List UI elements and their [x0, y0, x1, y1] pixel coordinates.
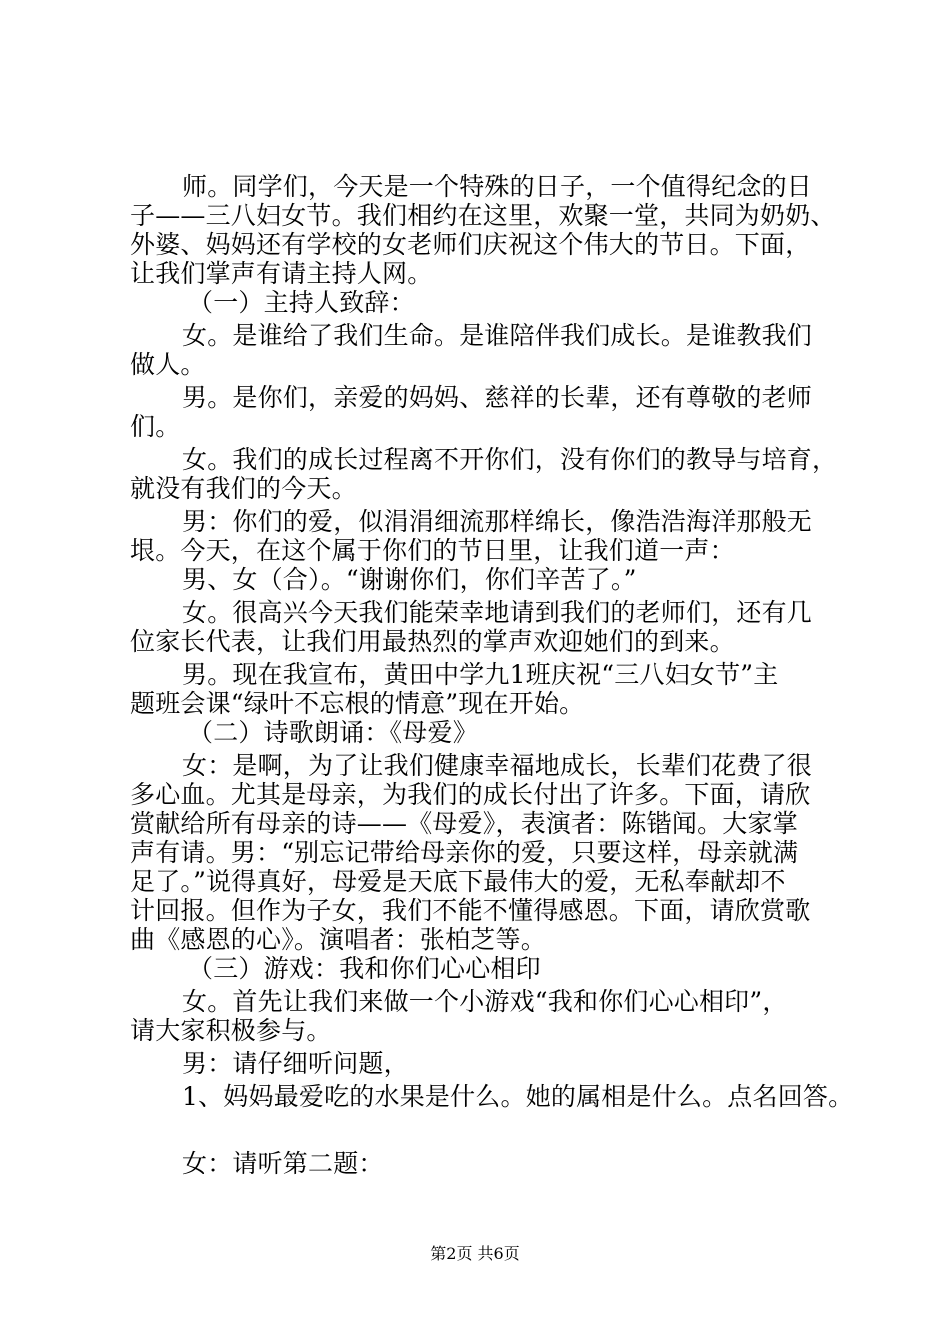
paragraph-line: 男：请仔细听问题， [182, 1049, 409, 1078]
section-heading: （二）诗歌朗诵：《母爱》 [188, 718, 478, 747]
paragraph-line: 女：请听第二题： [182, 1149, 384, 1178]
paragraph-line: 们。 [130, 412, 181, 441]
paragraph-line: 请大家积极参与。 [130, 1016, 332, 1045]
paragraph-line: 就没有我们的今天。 [130, 474, 357, 503]
paragraph-line: 题班会课“绿叶不忘根的情意”现在开始。 [130, 689, 585, 718]
paragraph-line: 子——三八妇女节。我们相约在这里，欢聚一堂，共同为奶奶、 [130, 201, 836, 230]
paragraph-line: 女。是谁给了我们生命。是谁陪伴我们成长。是谁教我们 [182, 321, 813, 350]
paragraph-line: 男。现在我宣布，黄田中学九1班庆祝“三八妇女节”主 [182, 660, 779, 689]
paragraph-line: 男。是你们，亲爱的妈妈、慈祥的长辈，还有尊敬的老师 [182, 383, 813, 412]
document-body [130, 172, 854, 1178]
paragraph-line: 外婆、妈妈还有学校的女老师们庆祝这个伟大的节日。下面， [130, 230, 811, 259]
paragraph-line: 做人。 [130, 350, 206, 379]
paragraph-line: 女。首先让我们来做一个小游戏“我和你们心心相印”， [182, 987, 788, 1016]
section-heading: （三）游戏：我和你们心心相印 [188, 954, 541, 983]
paragraph-line: 让我们掌声有请主持人网。 [130, 259, 433, 288]
paragraph-line: 女。很高兴今天我们能荣幸地请到我们的老师们，还有几 [182, 598, 813, 627]
paragraph-line: 足了。”说得真好，母爱是天底下最伟大的爱，无私奉献却不 [130, 867, 786, 896]
paragraph-line: 垠。今天，在这个属于你们的节日里，让我们道一声： [130, 536, 735, 565]
paragraph-line: 计回报。但作为子女，我们不能不懂得感恩。下面，请欣赏歌 [130, 896, 811, 925]
paragraph-line: 位家长代表，让我们用最热烈的掌声欢迎她们的到来。 [130, 627, 735, 656]
paragraph-line: 多心血。尤其是母亲，为我们的成长付出了许多。下面，请欣 [130, 780, 811, 809]
paragraph-line: 赏献给所有母亲的诗——《母爱》，表演者：陈锴闻。大家掌 [130, 809, 798, 838]
page-number-footer: 第2页 共6页 [430, 1244, 520, 1263]
paragraph-line: 男：你们的爱，似涓涓细流那样绵长，像浩浩海洋那般无 [182, 507, 813, 536]
paragraph-line: 曲《感恩的心》。演唱者：张柏芝等。 [130, 925, 546, 954]
paragraph-line: 女。我们的成长过程离不开你们，没有你们的教导与培育， [182, 445, 838, 474]
section-heading: （一）主持人致辞： [188, 288, 415, 317]
paragraph-line: 师。同学们，今天是一个特殊的日子，一个值得纪念的日 [182, 172, 813, 201]
paragraph-line: 女：是啊，为了让我们健康幸福地成长，长辈们花费了很 [182, 751, 813, 780]
paragraph-line: 1、妈妈最爱吃的水果是什么。她的属相是什么。点名回答。 [182, 1082, 854, 1111]
paragraph-line: 男、女（合）。“谢谢你们，你们辛苦了。” [182, 565, 637, 594]
paragraph-line: 声有请。男：“别忘记带给母亲你的爱，只要这样，母亲就满 [130, 838, 799, 867]
